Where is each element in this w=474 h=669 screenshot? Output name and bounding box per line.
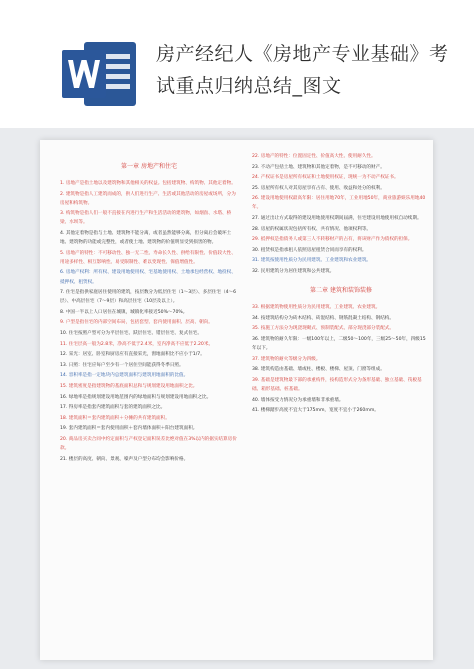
document-paragraph: 8. 中国一半以上人口居住在城镇，城镇化率接近50%～70%。 bbox=[60, 309, 188, 315]
document-paragraph: 17. 得房率是指套内建筑面积与套的建筑面积之比。 bbox=[60, 405, 166, 411]
word-document-icon bbox=[62, 40, 138, 108]
document-paragraph: 12. 采光：居室、卧室和厨房应有直接采光，窗地面积比不应小于1/7。 bbox=[60, 352, 205, 358]
document-paragraph: 37. 建筑物的耐火等级分为四级。 bbox=[252, 356, 321, 362]
document-paragraph: 23. 不动产包括土地、建筑物和其他定着物，是不可移动的财产。 bbox=[252, 164, 385, 170]
document-paragraph: 22. 房地产的特性：位置固定性、价值高大性、使用耐久性。 bbox=[252, 154, 376, 159]
document-paragraph: 15. 建筑密度是指建筑物的基底面积总和与规划建设用地面积之比。 bbox=[60, 383, 198, 389]
document-paragraph: 25. 房屋所有权人对其房屋享有占有、使用、收益和处分的权利。 bbox=[252, 185, 385, 191]
document-page bbox=[40, 140, 433, 660]
document-paragraph: 26. 建设用地使用权最高年限：居住用地70年，工业用地50年，商业旅游娱乐用地40年。 bbox=[252, 196, 426, 211]
left-column bbox=[60, 152, 238, 465]
page-header bbox=[0, 0, 474, 128]
document-paragraph: 10. 住宅按照户型可分为平层住宅、跃层住宅、错层住宅、复式住宅。 bbox=[60, 331, 202, 336]
document-paragraph: 30. 租赁权是指承租人依照房屋租赁合同而享有的权利。 bbox=[252, 247, 367, 253]
document-paragraph: 41. 楼梯踏步高度不宜大于175mm，宽度不宜小于260mm。 bbox=[252, 408, 379, 414]
document-paragraph: 36. 建筑物的耐久年限：一级100年以上，二级50～100年，三级25～50年，四级15年以下。 bbox=[252, 337, 426, 352]
document-paragraph: 28. 房屋的权属状况包括所有权、共有情况、他项权利等。 bbox=[252, 226, 372, 232]
document-paragraph: 3. 构筑物是指人们一般不直接在内进行生产和生活活动的建筑物，如烟囱、水塔、桥梁、水坝等。 bbox=[60, 211, 232, 226]
document-paragraph: 13. 日照：住宅应每户至少有一个居住空间能获得冬季日照。 bbox=[60, 362, 184, 368]
document-paragraph: 38. 建筑构造由基础、墙或柱、楼板、楼梯、屋顶、门窗等组成。 bbox=[252, 367, 385, 373]
document-paragraph: 34. 按建筑结构分为砖木结构、砖混结构、钢筋混凝土结构、钢结构。 bbox=[252, 315, 394, 321]
document-paragraph: 24. 产权证书是房屋所有权证和土地使用权证，现统一为不动产权证书。 bbox=[252, 175, 399, 181]
document-paragraph: 40. 墙体按受力情况分为承重墙和非承重墙。 bbox=[252, 397, 344, 403]
document-paragraph: 19. 套内建筑面积＝套内使用面积＋套内墙体面积＋阳台建筑面积。 bbox=[60, 426, 198, 432]
document-paragraph: 39. 基础是建筑物最下部的承重构件，按构造形式分为条形基础、独立基础、筏板基础、箱形基础、桩基础。 bbox=[252, 377, 422, 392]
chapter-title: 第一章 房地产和住宅 bbox=[121, 163, 177, 170]
page-title: 房产经纪人《房地产专业基础》考试重点归纳总结_图文 bbox=[156, 43, 449, 97]
document-paragraph: 16. 绿地率是指规划建设用地范围内的绿地面积与规划建设用地面积之比。 bbox=[60, 394, 212, 400]
right-column bbox=[252, 152, 430, 417]
document-paragraph: 35. 按施工方法分为现浇现砌式、预制装配式、部分现浇部分装配式。 bbox=[252, 326, 394, 332]
document-paragraph: 27. 通过出让方式取得的建设用地使用权期间届满，住宅建设用地使用权自动续期。 bbox=[252, 216, 422, 222]
document-paragraph: 29. 抵押权是指债务人或第三人不转移财产的占有，将该财产作为债权的担保。 bbox=[252, 237, 413, 243]
document-paragraph: 11. 住宅层高一般为2.8米，净高不低于2.4米，室内净高不应低于2.20米。 bbox=[60, 341, 214, 347]
document-paragraph: 31. 建筑按使用性质分为民用建筑、工业建筑和农业建筑。 bbox=[252, 258, 372, 264]
document-paragraph: 18. 建筑面积＝套内建筑面积＋分摊的共有建筑面积。 bbox=[60, 415, 170, 421]
document-paragraph: 5. 房地产的特性：不可移动性、独一无二性、寿命长久性、供给有限性、价值较大性、用途多样性、相互影响性、易受限制性、难以变现性、保值增值性。 bbox=[60, 250, 236, 265]
document-paragraph: 7. 住宅是指供家庭居住使用的建筑，按层数分为低层住宅（1～3层）、多层住宅（4～6层）、中高层住宅（7～9层）和高层住宅（10层及以上）。 bbox=[60, 290, 237, 305]
document-paragraph: 20. 商品房买卖合同中约定面积与产权登记面积误差比绝对值在3%以内的据实结算房价款。 bbox=[60, 436, 237, 452]
chapter-title: 第二章 建筑和装饰装修 bbox=[310, 287, 372, 295]
document-paragraph: 33. 根据建筑物使用性质分为民用建筑、工业建筑、农业建筑。 bbox=[252, 305, 381, 311]
document-paragraph: 14. 容积率是指一定地块内总建筑面积与建筑用地面积的比值。 bbox=[60, 373, 189, 379]
document-paragraph: 6. 房地产权利：所有权、建设用地使用权、宅基地使用权、土地承包经营权、地役权、抵押权、租赁权。 bbox=[60, 270, 236, 285]
document-paragraph: 9. 户型是指住宅的内部空间布局，包括套型、套内使用面积、层高、朝向。 bbox=[60, 320, 213, 326]
document-paragraph: 1. 房地产是指土地以及建筑物和其他相关的权益。包括建筑物、构筑物、其他定着物。 bbox=[60, 181, 236, 187]
document-paragraph: 21. 楼层的高度、朝向、景观、噪声及户型分布均会影响价格。 bbox=[60, 456, 189, 462]
document-paragraph: 2. 建筑物是指人工建筑而成的，供人们进行生产、生活或其他活动的房屋或场所，分为房屋和构筑物。 bbox=[60, 191, 236, 206]
document-paragraph: 4. 其他定着物是指与土地、建筑物不能分离，或者虽然能够分离，但分离后会破坏土地、建筑物的功能或完整性，或者使土地、建筑物的价值明显受到损害的物。 bbox=[60, 231, 232, 246]
document-paragraph: 32. 民用建筑分为居住建筑和公共建筑。 bbox=[252, 269, 335, 275]
